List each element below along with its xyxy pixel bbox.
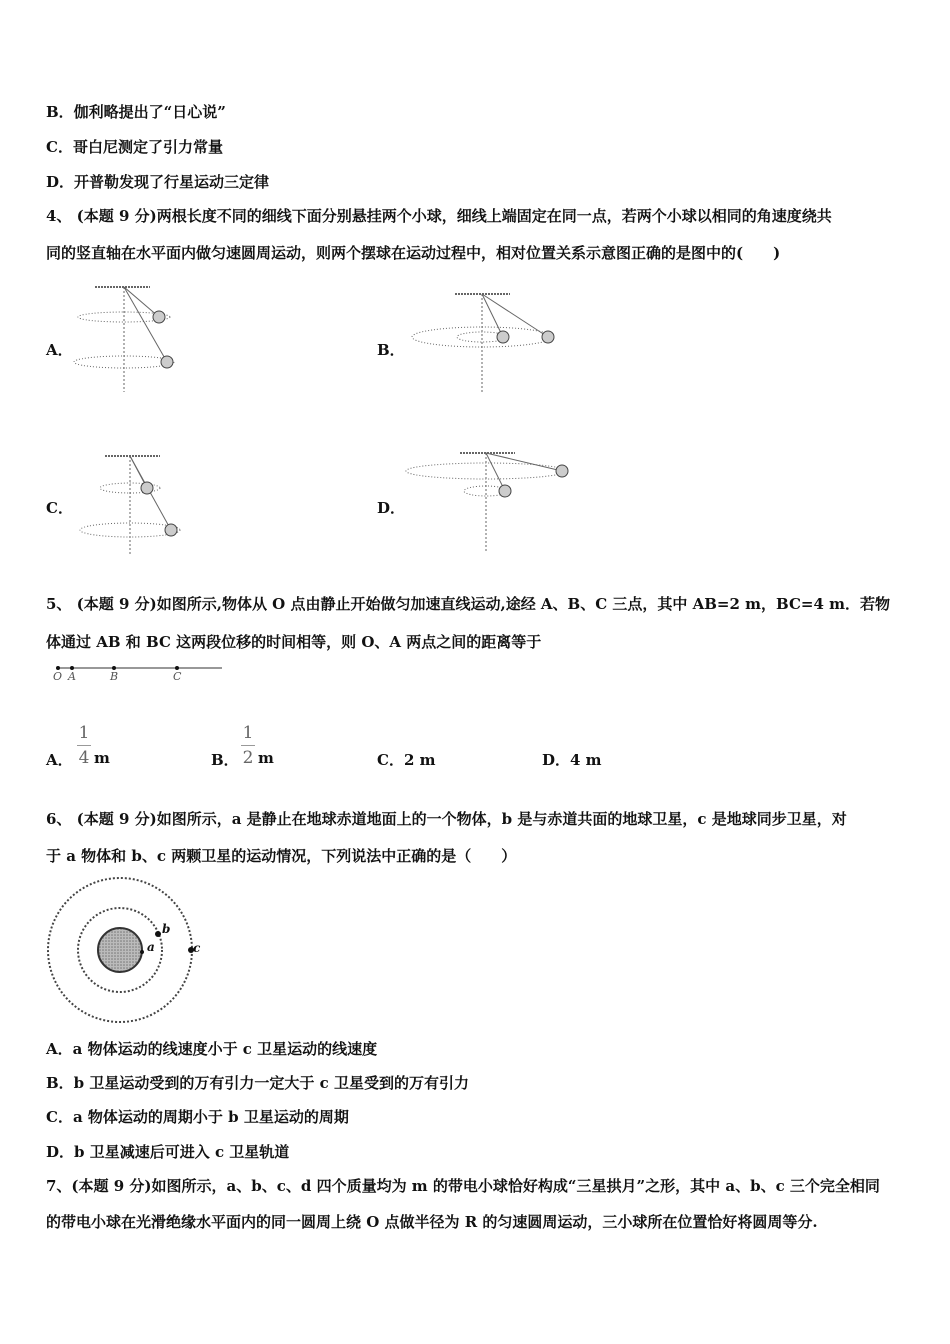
label-c: c [193, 941, 201, 955]
q7-text-1: 7、(本题 9 分)如图所示，a、b、c、d 四个质量均为 m 的带电小球恰好构成“三星拱月”之形，其中 a、b、c 三个完全相同 [46, 1177, 880, 1195]
unit-m: m [94, 749, 110, 767]
label-a: a [147, 940, 155, 954]
q5-option-d: D．4 m [542, 751, 602, 769]
q5-option-b: B． [211, 751, 239, 769]
q6-option-d: D．b 卫星减速后可进入 c 卫星轨道 [46, 1143, 290, 1161]
q5-option-c: C．2 m [377, 751, 436, 769]
q4-label-c: C． [46, 499, 73, 517]
pendulum-figure-d [400, 445, 585, 557]
label-b: b [162, 922, 171, 936]
fraction-one-half: 1 2 [242, 723, 254, 768]
q6-text-1: 6、 (本题 9 分)如图所示，a 是静止在地球赤道地面上的一个物体，b 是与赤道共面的地球卫星，c 是地球同步卫星，对 [46, 810, 847, 828]
pendulum-figure-a [70, 280, 200, 395]
point-b: B [110, 670, 119, 683]
q6-option-c: C．a 物体运动的周期小于 b 卫星运动的周期 [46, 1108, 349, 1126]
point-c: C [173, 670, 182, 683]
q3-option-b: B．伽利略提出了“日心说” [46, 103, 226, 121]
q4-label-a: A． [46, 341, 73, 359]
q5-line-diagram [50, 660, 225, 685]
unit-m: m [258, 749, 274, 767]
q6-text-2: 于 a 物体和 b、c 两颗卫星的运动情况，下列说法中正确的是（ ） [46, 847, 517, 865]
orbit-diagram [45, 877, 205, 1027]
q5-text-2: 体通过 AB 和 BC 这两段位移的时间相等，则 O、A 两点之间的距离等于 [46, 633, 542, 651]
q4-text-1: 4、 (本题 9 分)两根长度不同的细线下面分别悬挂两个小球，细线上端固定在同一点，若两个小球以相同的角速度绕共 [46, 207, 832, 225]
q3-option-c: C．哥白尼测定了引力常量 [46, 138, 223, 156]
q4-label-d: D． [377, 499, 406, 517]
pendulum-figure-c [70, 448, 200, 558]
q6-option-b: B．b 卫星运动受到的万有引力一定大于 c 卫星受到的万有引力 [46, 1074, 469, 1092]
q5-text-1: 5、 (本题 9 分)如图所示,物体从 O 点由静止开始做匀加速直线运动,途经 A、B、C 三点，其中 AB=2 m，BC=4 m．若物 [46, 595, 891, 613]
q7-text-2: 的带电小球在光滑绝缘水平面内的同一圆周上绕 O 点做半径为 R 的匀速圆周运动，三小球所在位置恰好将圆周等分. [46, 1213, 818, 1231]
point-o: O [53, 670, 63, 683]
q6-option-a: A．a 物体运动的线速度小于 c 卫星运动的线速度 [46, 1040, 378, 1058]
pendulum-figure-b [400, 285, 580, 395]
q4-text-2: 同的竖直轴在水平面内做匀速圆周运动，则两个摆球在运动过程中，相对位置关系示意图正确的是图中的( ) [46, 244, 781, 262]
point-a: A [68, 670, 76, 683]
q3-option-d: D．开普勒发现了行星运动三定律 [46, 173, 270, 191]
q4-label-b: B． [377, 341, 405, 359]
q5-option-a: A． [46, 751, 73, 769]
fraction-one-quarter: 1 4 [78, 723, 90, 768]
